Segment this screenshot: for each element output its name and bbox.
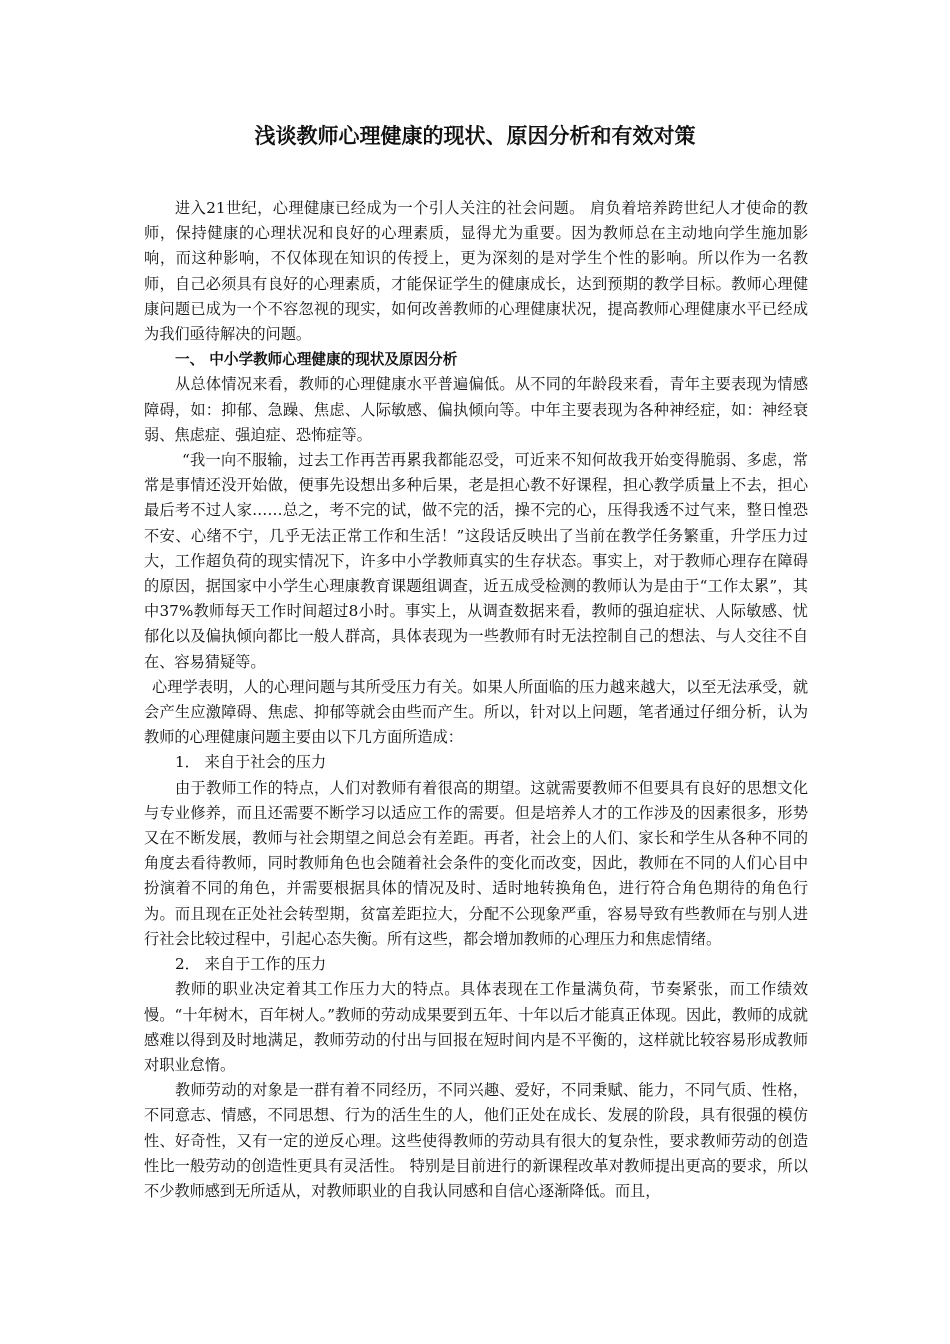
subheading-social-pressure: 1． 来自于社会的压力: [175, 753, 327, 772]
document-body: [144, 196, 808, 1204]
paragraph-quote: “我一向不服输，过去工作再苦再累我都能忍受，可近来不知何故我开始变得脆弱、多虑，常常是事情还没开始做，便事先设想出多种后果，老是担心教不好课程，担心教学质量上不去，担心最后考不过人家……总之，考不完的试，做不完的活，操不完的心，压得我透不过气来，整日惶恐不安、心绪不宁，几乎无法正常工作和生活！”这段话反映出了当前在教学任务繁重，升学压力过大，工作超负荷的现实情况下，许多中小学教师真实的生存状态。事实上，对于教师心理存在障碍的原因，据国家中小学生心理康教育课题组调查，近五成受检测的教师认为是由于“工作太累”，其中37%教师每天工作时间超过8小时。事实上，从调查数据来看，教师的强迫症状、人际敏感、忧郁化以及偏执倾向都比一般人群高，具体表现为一些教师有时无法控制自己的想法、与人交往不自在、容易猜疑等。: [144, 451, 808, 671]
document-title: 浅谈教师心理健康的现状、原因分析和有效对策: [254, 124, 696, 148]
paragraph-overview: 从总体情况来看，教师的心理健康水平普遍偏低。从不同的年龄段来看，青年主要表现为情感障碍，如：抑郁、急躁、焦虑、人际敏感、偏执倾向等。中年主要表现为各种神经症，如：神经衰弱、焦虑症、强迫症、恐怖症等。: [144, 375, 808, 444]
subheading-work-pressure: 2． 来自于工作的压力: [175, 955, 327, 974]
paragraph-social-pressure: 由于教师工作的特点，人们对教师有着很高的期望。这就需要教师不但要具有良好的思想文化与专业修养，而且还需要不断学习以适应工作的需要。但是培养人才的工作涉及的因素很多，形势又在不断发展，教师与社会期望之间总会有差距。再者，社会上的人们、家长和学生从各种不同的角度去看待教师，同时教师角色也会随着社会条件的变化而改变，因此，教师在不同的人们心目中扮演着不同的角色，并需要根据具体的情况及时、适时地转换角色，进行符合角色期待的角色行为。而且现在正处社会转型期，贫富差距拉大，分配不公现象严重，容易导致有些教师在与别人进行社会比较过程中，引起心态失衡。所有这些，都会增加教师的心理压力和焦虑情绪。: [144, 778, 808, 948]
paragraph-work-object: 教师劳动的对象是一群有着不同经历，不同兴趣、爱好，不同秉赋、能力，不同气质、性格，不同意志、情感，不同思想、行为的活生生的人，他们正处在成长、发展的阶段，具有很强的模仿性、好奇性，又有一定的逆反心理。这些使得教师的劳动具有很大的复杂性，要求教师劳动的创造性比一般劳动的创造性更具有灵活性。 特别是目前进行的新课程改革对教师提出更高的要求，所以不少教师感到无所适从，对教师职业的自我认同感和自信心逐渐降低。而且，: [144, 1081, 808, 1200]
paragraph-intro: 进入21世纪，心理健康已经成为一个引人关注的社会问题。 肩负着培养跨世纪人才使命的教师，保持健康的心理状况和良好的心理素质，显得尤为重要。因为教师总在主动地向学生施加影响，而这种影响，不仅体现在知识的传授上，更为深刻的是对学生个性的影响。所以作为一名教师，自己必须具有良好的心理素质，才能保证学生的健康成长，达到预期的教学目标。教师心理健康问题已成为一个不容忽视的现实，如何改善教师的心理健康状况，提高教师心理健康水平已经成为我们亟待解决的问题。: [144, 199, 808, 344]
paragraph-psychology: 心理学表明，人的心理问题与其所受压力有关。如果人所面临的压力越来越大，以至无法承受，就会产生应激障碍、焦虑、抑郁等就会由些而产生。所以，针对以上问题，笔者通过仔细分析，认为教师的心理健康问题主要由以下几方面所造成：: [144, 677, 808, 747]
section-heading-1: 一、 中小学教师心理健康的现状及原因分析: [175, 351, 458, 369]
paragraph-work-pressure: 教师的职业决定着其工作压力大的特点。具体表现在工作量满负荷，节奏紧张，而工作绩效慢。“十年树木，百年树人。”教师的劳动成果要到五年、十年以后才能真正体现。因此，教师的成就感难以得到及时地满足，教师劳动的付出与回报在短时间内是不平衡的，这样就比较容易形成教师对职业怠惰。: [144, 980, 808, 1074]
